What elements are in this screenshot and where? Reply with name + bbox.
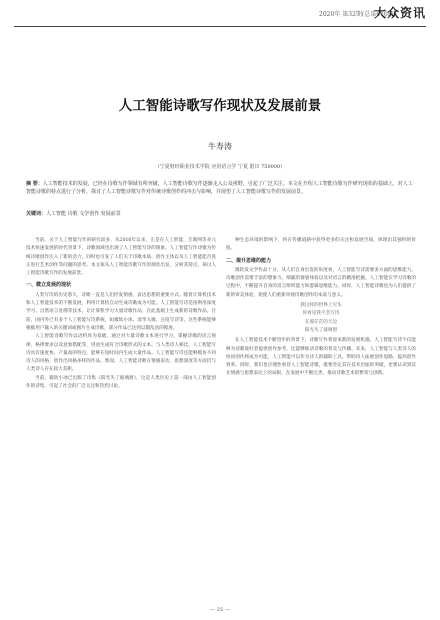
poem-line: 你看见我不会写诗 xyxy=(302,311,340,317)
section-heading: 一、微立发展的现状 xyxy=(26,282,72,289)
poem-line: 我这样的世界上尽头 xyxy=(300,303,342,309)
paragraph: 微软发文学作品十分，从人们自身出发的角度看，人工智能写诗需要多方面的思维能力。诗歌创作需要丰富的想象力、细腻的情感体验以及对语言的精准把握。人工智能在学习诗歌的过程中，不断提升自身的语言组织能力和逻辑思维能力。同时，人工智能诗歌也为人们提供了新的审美体验，促使人们重新审视诗歌创作的本质与意义。 xyxy=(226,267,416,298)
paragraph: 人工智能诗歌写作以语料库为基础，通过对大量诗歌文本进行学习，掌握诗歌的语言规律、格律要求以及意象搭配等，进而生成符合诗歌形式的文本。与人类诗人相比，人工智能写诗具有速度快、产量高的特点，能够在短时间内生成大量作品。人工智能写诗还能够模仿不同诗人的风格，创作出风格多样的作品。然而，人工智能诗歌在情感表达、思想深度等方面仍与人类诗人存在较大差距。 xyxy=(26,334,216,373)
journal-logo: 大众资讯 xyxy=(373,6,426,20)
left-column xyxy=(26,237,216,603)
poem-block xyxy=(226,302,416,335)
author-affiliation: （宁夏财经职业技术学院 应用语言学 宁夏 银川 750000） xyxy=(154,164,286,170)
paragraph: 当前，微软小冰已出版了诗集《阳光失了玻璃窗》，这是人类历史上第一部由人工智能创作的诗集，引起了社会的广泛关注和热烈讨论。 xyxy=(26,375,216,390)
paragraph: 当前，关于人工智能写作的研究较多，从2016年以来，正是在人工智能、互联网等多元技术快速发展的时代背景下，诗歌领域也出现了人工智能写诗的现象。人工智能写作诗歌为传统诗歌创作注入了新的活力，同时也引发了人们关于诗歌本质、创作主体以及人工智能能否真正进行艺术创作等问题的思考。本文拟从人工智能诗歌写作的现状出发，分析其特点，探讨人工智能诗歌写作的发展前景。 xyxy=(26,238,216,277)
header-rule xyxy=(14,26,426,27)
poem-line: 在那茫茫的天边 xyxy=(304,319,338,325)
keywords xyxy=(26,210,414,217)
author-name: 牛寿涛 xyxy=(208,142,232,151)
paragraph: 在人工智能技术不断进步的背景下，诗歌写作将迎来新的发展机遇。人工智能写诗不仅能够为诗歌爱好者提供创作参考，还能够推动诗歌的普及与传播。未来，人工智能与人类诗人的协同创作将成为可能，人工智能可以作为诗人的辅助工具，帮助诗人拓展创作思路，提高创作效率。同时，我们也应理性看待人工智能诗歌，既要肯定其在技术层面的突破，也要认识到其在情感与思想表达上的局限，在发展中不断完善，推动诗歌艺术的繁荣与创新。 xyxy=(226,338,416,377)
abstract-label: 摘 要： xyxy=(26,181,43,187)
abstract-text: 人工智能技术的发展，已经在诗歌写作领域有所突破，人工智能诗歌写作逐渐走入公众视野，引起了广泛关注。本文在介绍人工智能诗歌写作研究现状的基础上，对人工智能诗歌的特点进行了分析，探讨了人工智能诗歌写作对传统诗歌创作的冲击与影响，并展望了人工智能诗歌写作的发展前景。 xyxy=(26,181,413,196)
poem-line: 阳光失了玻璃窗 xyxy=(304,327,338,333)
keywords-label: 关键词： xyxy=(26,211,47,217)
abstract xyxy=(26,180,414,197)
paragraph: 种生态环境的影响下，将在传播道路中获得更多的关注和发展空间，体现出其独特的价值。 xyxy=(226,238,416,252)
right-column xyxy=(226,237,416,603)
article-title: 人工智能诗歌写作现状及发展前景 xyxy=(118,98,322,114)
keywords-text: 人工智能 诗歌 文学创作 发展前景 xyxy=(46,211,121,217)
header-issue: 2020年 第32期(总第676期) xyxy=(319,11,396,18)
section-heading: 二、提升思维的能力 xyxy=(226,257,272,264)
page-number: — 25 — xyxy=(210,607,230,613)
paragraph: 人类写诗的历史悠久，诗歌一直是人们抒发情感、表达思想的重要方式。随着计算机技术和人工智能技术的不断发展，利用计算机自动生成诗歌成为可能。人工智能写诗是指利用深度学习、自然语言处理等技术，让计算机学习大量诗歌作品，在此基础上生成新的诗歌作品。目前，国内外已有多个人工智能写诗系统，如微软小冰、清华九歌、百度写诗等，这些系统能够根据用户输入的关键词或图片生成诗歌，部分作品已达到以假乱真的程度。 xyxy=(26,292,216,331)
